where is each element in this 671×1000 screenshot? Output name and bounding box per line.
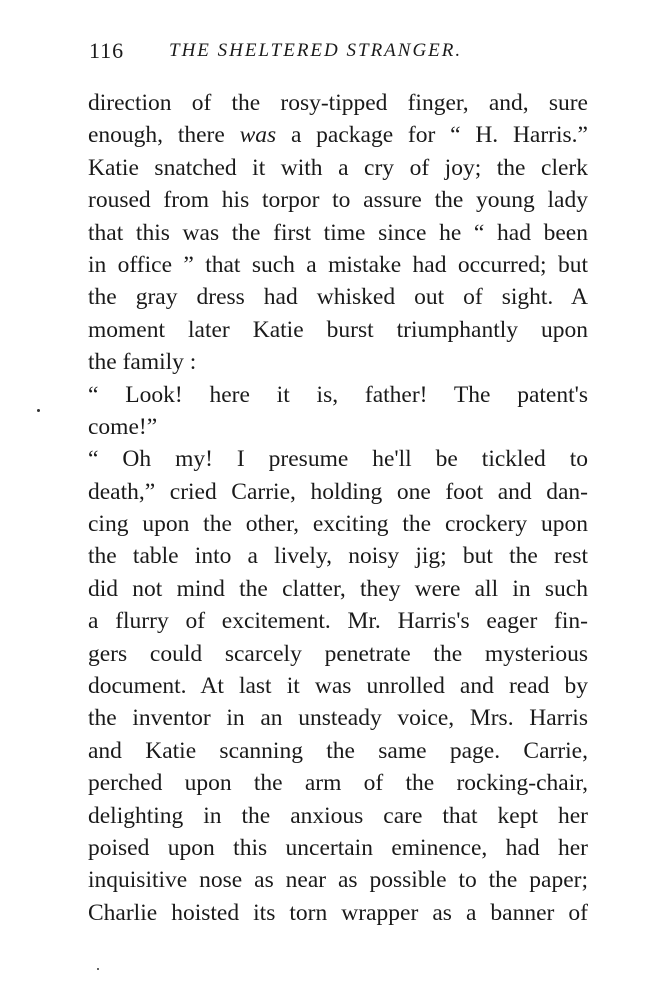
text-line: that this was the first time since he “ had been	[88, 219, 588, 246]
text-line: roused from his torpor to assure the young lady	[88, 187, 588, 214]
text-line: a flurry of excitement. Mr. Harris's eager fin-	[88, 608, 588, 635]
text-line: and Katie scanning the same page. Carrie,	[88, 737, 588, 764]
text-line: poised upon this uncertain eminence, had her	[88, 834, 588, 861]
text-line: Katie snatched it with a cry of joy; the clerk	[88, 154, 588, 181]
text-line: cing upon the other, exciting the crockery upon	[88, 511, 588, 538]
text-segment: a package for “ H. Harris.”	[276, 122, 588, 149]
text-line: the family :	[88, 349, 197, 376]
text-line	[88, 119, 588, 151]
page-number: 116	[89, 38, 125, 63]
text-line: direction of the rosy-tipped finger, and, sure	[88, 90, 588, 116]
text-line: Charlie hoisted its torn wrapper as a banner of	[88, 899, 588, 926]
text-line: delighting in the anxious care that kept her	[88, 802, 588, 829]
text-line: the inventor in an unsteady voice, Mrs. Harris	[88, 705, 588, 732]
text-line: in office ” that such a mistake had occurred; but	[88, 251, 588, 278]
text-line: death,” cried Carrie, holding one foot and dan-	[88, 478, 588, 505]
scan-speck	[97, 968, 99, 970]
text-line: did not mind the clatter, they were all in such	[88, 575, 588, 602]
scan-speck	[37, 409, 40, 412]
text-line: inquisitive nose as near as possible to the paper;	[88, 867, 588, 894]
running-title: THE SHELTERED STRANGER.	[169, 40, 463, 61]
text-line: “ Look! here it is, father! The patent's	[88, 381, 588, 408]
text-line: gers could scarcely penetrate the mysterious	[88, 640, 588, 667]
text-line: perched upon the arm of the rocking-chair,	[88, 770, 588, 797]
body-text	[88, 87, 588, 929]
italic-word: was	[239, 122, 277, 149]
text-line: “ Oh my! I presume he'll be tickled to	[88, 446, 588, 473]
text-line: come!”	[88, 413, 158, 440]
text-line: the gray dress had whisked out of sight. A	[88, 284, 588, 311]
text-line: the table into a lively, noisy jig; but the rest	[88, 543, 588, 570]
text-line: document. At last it was unrolled and read by	[88, 673, 588, 700]
text-line: moment later Katie burst triumphantly upon	[88, 316, 588, 343]
text-segment: enough, there	[88, 122, 240, 149]
